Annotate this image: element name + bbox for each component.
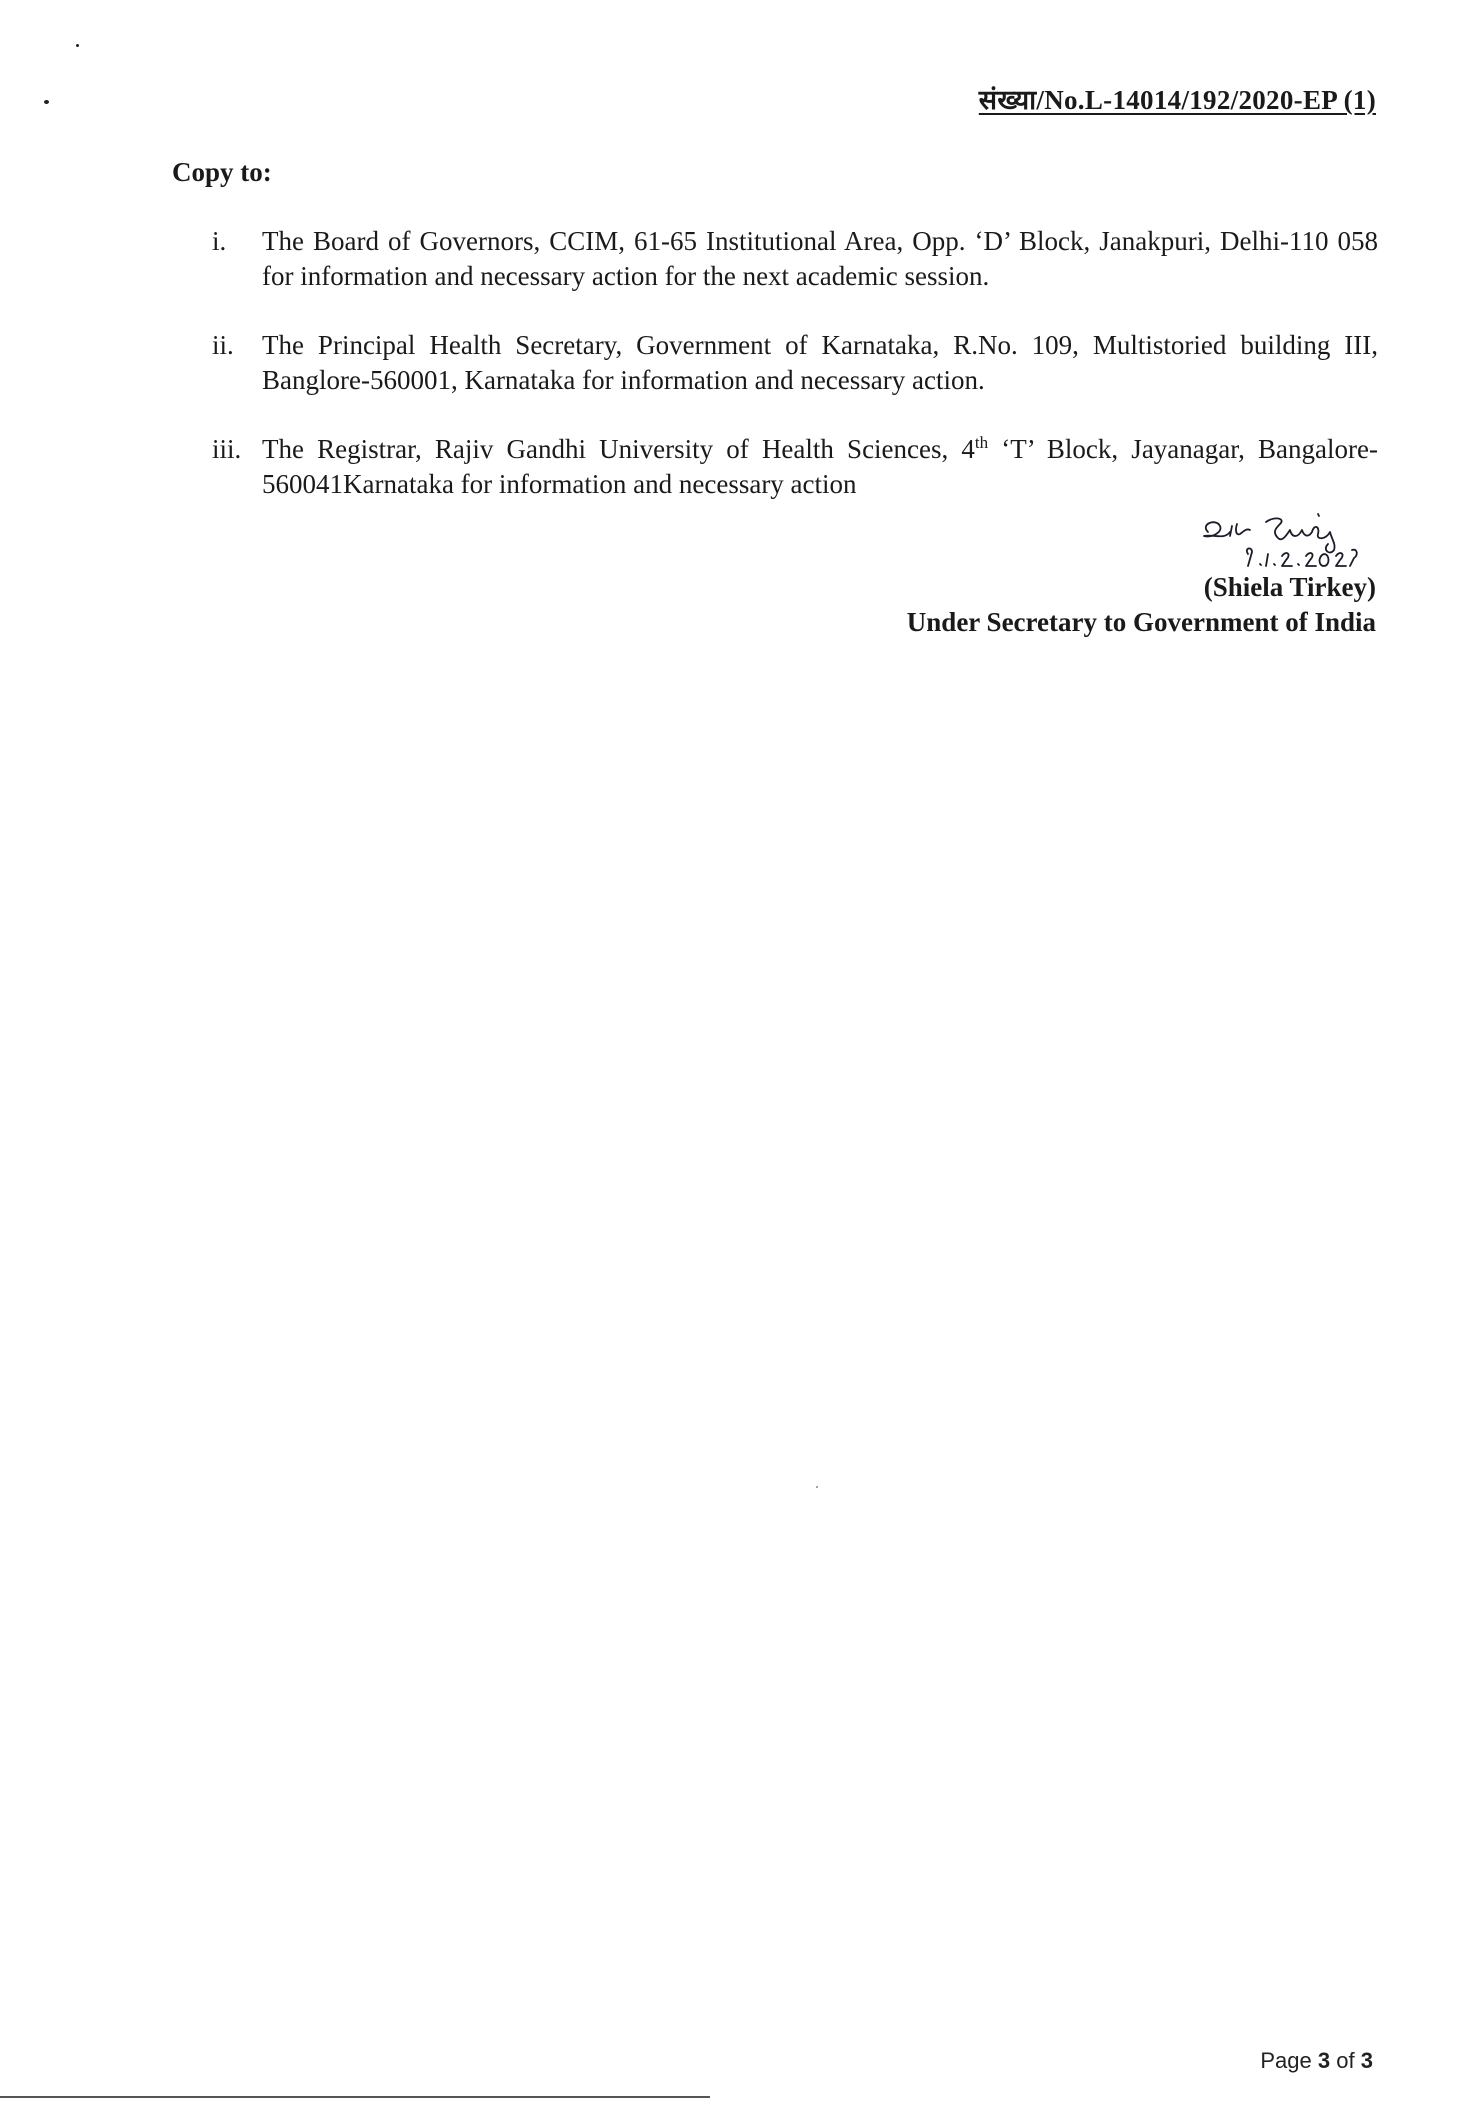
scan-speck xyxy=(76,44,79,47)
list-item-text-part: ‘T’ Block, Jayanagar, Bangalore-560041Karnataka for information and necessary action xyxy=(262,434,1378,499)
list-marker: iii. xyxy=(212,434,242,464)
copy-to-list xyxy=(212,224,1378,536)
scan-speck xyxy=(44,100,49,104)
copy-to-heading: Copy to: xyxy=(172,157,272,187)
list-marker: ii. xyxy=(212,330,234,360)
total-pages: 3 xyxy=(1360,2048,1373,2073)
current-page: 3 xyxy=(1317,2048,1331,2073)
handwritten-signature xyxy=(1190,510,1380,572)
ordinal-superscript: th xyxy=(974,433,989,452)
list-marker: i. xyxy=(212,226,227,256)
list-item-text-part: The Registrar, Rajiv Gandhi University of Health Sciences, 4 xyxy=(262,434,975,464)
list-item-text: The Principal Health Secretary, Government of Karnataka, R.No. 109, Multistoried building III, Banglore-560001, Karnataka for information and necessary action. xyxy=(262,330,1378,395)
reference-number: संख्या/No.L-14014/192/2020-EP (1) xyxy=(978,85,1376,115)
signatory-designation: Under Secretary to Government of India xyxy=(906,607,1376,637)
page-label: Page xyxy=(1260,2048,1312,2073)
page-separator: of xyxy=(1336,2048,1355,2073)
signatory-name: (Shiela Tirkey) xyxy=(1203,572,1376,602)
list-item xyxy=(212,432,1378,502)
list-item-text: The Board of Governors, CCIM, 61-65 Institutional Area, Opp. ‘D’ Block, Janakpuri, Delhi-110 058 for information and necessary action for the next academic session. xyxy=(262,226,1378,291)
list-item xyxy=(212,328,1378,398)
scan-speck xyxy=(816,1486,818,1488)
list-item xyxy=(212,224,1378,294)
bottom-divider xyxy=(0,2096,710,2098)
page-number xyxy=(1260,2048,1373,2074)
list-item-text xyxy=(262,434,1378,499)
